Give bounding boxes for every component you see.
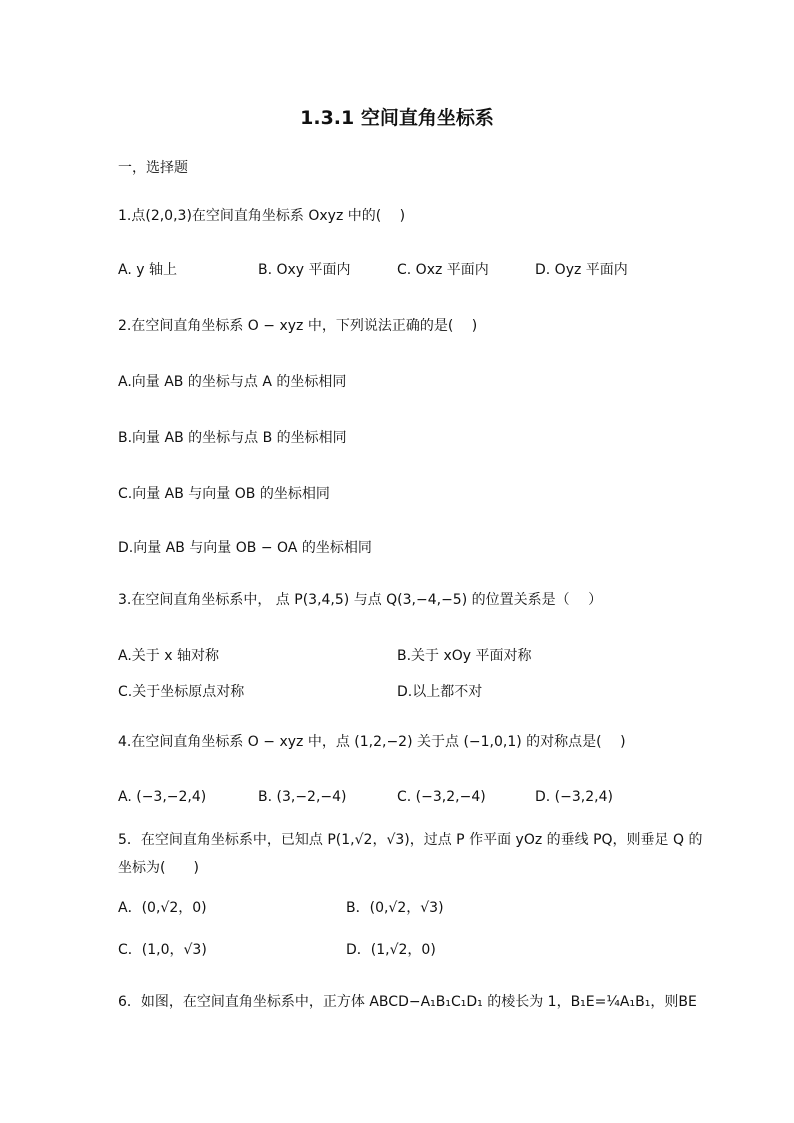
question-4-option-a[interactable]: A. (−3,−2,4) — [118, 789, 207, 805]
question-3-stem: 3.在空间直角坐标系中， 点 P(3,4,5) 与点 Q(3,−4,−5) 的位置关系是（ ） — [118, 592, 603, 608]
question-1-option-b[interactable]: B. Oxy 平面内 — [258, 262, 351, 278]
question-3-option-b[interactable]: B.关于 xOy 平面对称 — [397, 648, 532, 664]
section-heading: 一，选择题 — [118, 160, 188, 176]
question-1-option-d[interactable]: D. Oyz 平面内 — [535, 262, 628, 278]
question-3-option-d[interactable]: D.以上都不对 — [397, 684, 483, 700]
question-2-option-d[interactable]: D.向量 AB 与向量 OB − OA 的坐标相同 — [118, 540, 372, 556]
question-4-option-d[interactable]: D. (−3,2,4) — [535, 789, 613, 805]
question-3-option-c[interactable]: C.关于坐标原点对称 — [118, 684, 245, 700]
question-3-option-a[interactable]: A.关于 x 轴对称 — [118, 648, 219, 664]
question-5-option-b[interactable]: B．(0,√2，√3) — [346, 900, 444, 916]
question-6-stem: 6．如图，在空间直角坐标系中，正方体 ABCD−A₁B₁C₁D₁ 的棱长为 1，B₁E=¼A₁B₁，则BE — [118, 994, 697, 1010]
question-5-stem-line-1: 5．在空间直角坐标系中，已知点 P(1,√2，√3)，过点 P 作平面 yOz 的垂线 PQ，则垂足 Q 的 — [118, 832, 703, 848]
question-1-option-a[interactable]: A. y 轴上 — [118, 262, 177, 278]
question-5-option-d[interactable]: D．(1,√2，0) — [346, 942, 436, 958]
question-5-option-a[interactable]: A．(0,√2，0) — [118, 900, 207, 916]
question-5-option-c[interactable]: C．(1,0，√3) — [118, 942, 207, 958]
question-5-stem-line-2: 坐标为( ) — [118, 860, 199, 876]
question-2-option-b[interactable]: B.向量 AB 的坐标与点 B 的坐标相同 — [118, 430, 347, 446]
question-4-option-b[interactable]: B. (3,−2,−4) — [258, 789, 347, 805]
question-2-stem: 2.在空间直角坐标系 O − xyz 中，下列说法正确的是( ) — [118, 318, 478, 334]
question-4-stem: 4.在空间直角坐标系 O − xyz 中，点 (1,2,−2) 关于点 (−1,0,1) 的对称点是( ) — [118, 734, 626, 750]
question-2-option-c[interactable]: C.向量 AB 与向量 OB 的坐标相同 — [118, 486, 330, 502]
question-4-option-c[interactable]: C. (−3,2,−4) — [397, 789, 486, 805]
question-1-option-c[interactable]: C. Oxz 平面内 — [397, 262, 489, 278]
question-1-stem: 1.点(2,0,3)在空间直角坐标系 Oxyz 中的( ) — [118, 208, 406, 224]
question-2-option-a[interactable]: A.向量 AB 的坐标与点 A 的坐标相同 — [118, 374, 347, 390]
page-title: 1.3.1 空间直角坐标系 — [300, 107, 494, 129]
